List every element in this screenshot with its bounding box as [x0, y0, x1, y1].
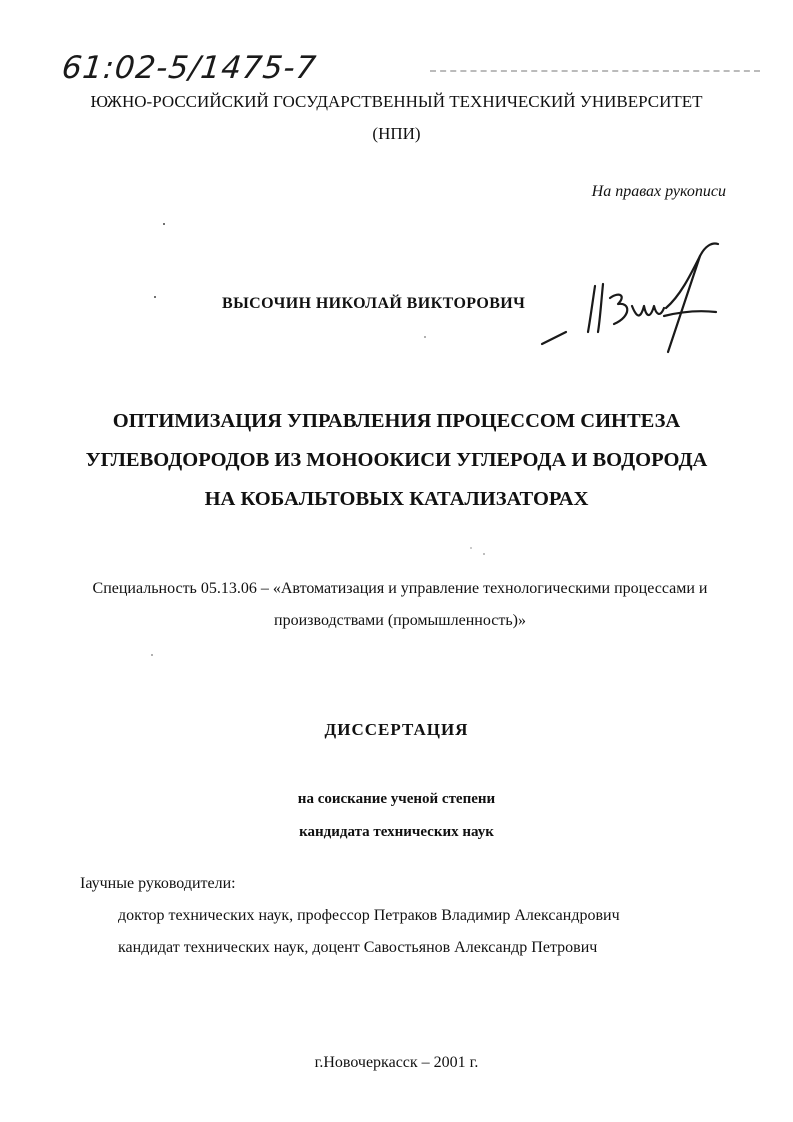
city-year: г.Новочеркасск – 2001 г.: [314, 1054, 479, 1071]
document-type: ДИССЕРТАЦИЯ: [324, 720, 469, 739]
dissertation-title: [0, 402, 793, 519]
title-line: НА КОБАЛЬТОВЫХ КАТАЛИЗАТОРАХ: [204, 488, 589, 510]
scan-speck: [483, 553, 485, 555]
archive-number: 61:02-5/1475-7: [60, 50, 319, 86]
author-name: ВЫСОЧИН НИКОЛАЙ ВИКТОРОВИЧ: [222, 295, 526, 312]
scan-speck: [154, 296, 156, 298]
university-abbreviation: (НПИ): [372, 124, 421, 143]
rights-note: На правах рукописи: [591, 183, 726, 200]
degree-sought: [0, 783, 793, 849]
title-line: УГЛЕВОДОРОДОВ ИЗ МОНООКИСИ УГЛЕРОДА И ВОДОРОДА: [85, 449, 708, 471]
specialty: Специальность 05.13.06 – «Автоматизация и управление технологическими процессами и производствами (промышленность)»: [92, 580, 708, 629]
scan-speck: [470, 547, 472, 549]
supervisors-heading: Iаучные руководители:: [80, 875, 236, 892]
supervisor-entry: доктор технических наук, профессор Петраков Владимир Александрович: [118, 907, 620, 924]
degree-line: на соискание ученой степени: [297, 791, 496, 807]
university-name: ЮЖНО-РОССИЙСКИЙ ГОСУДАРСТВЕННЫЙ ТЕХНИЧЕСКИЙ УНИВЕРСИТЕТ: [90, 92, 703, 111]
scan-speck: [163, 223, 165, 225]
scan-speck: [424, 336, 426, 338]
supervisor-entry: кандидат технических наук, доцент Савостьянов Александр Петрович: [118, 939, 598, 956]
signature: [540, 236, 730, 356]
scan-speck: [151, 654, 153, 656]
title-line: ОПТИМИЗАЦИЯ УПРАВЛЕНИЯ ПРОЦЕССОМ СИНТЕЗА: [112, 410, 681, 432]
archive-number-trail: [430, 70, 760, 72]
degree-line: кандидата технических наук: [299, 824, 494, 840]
